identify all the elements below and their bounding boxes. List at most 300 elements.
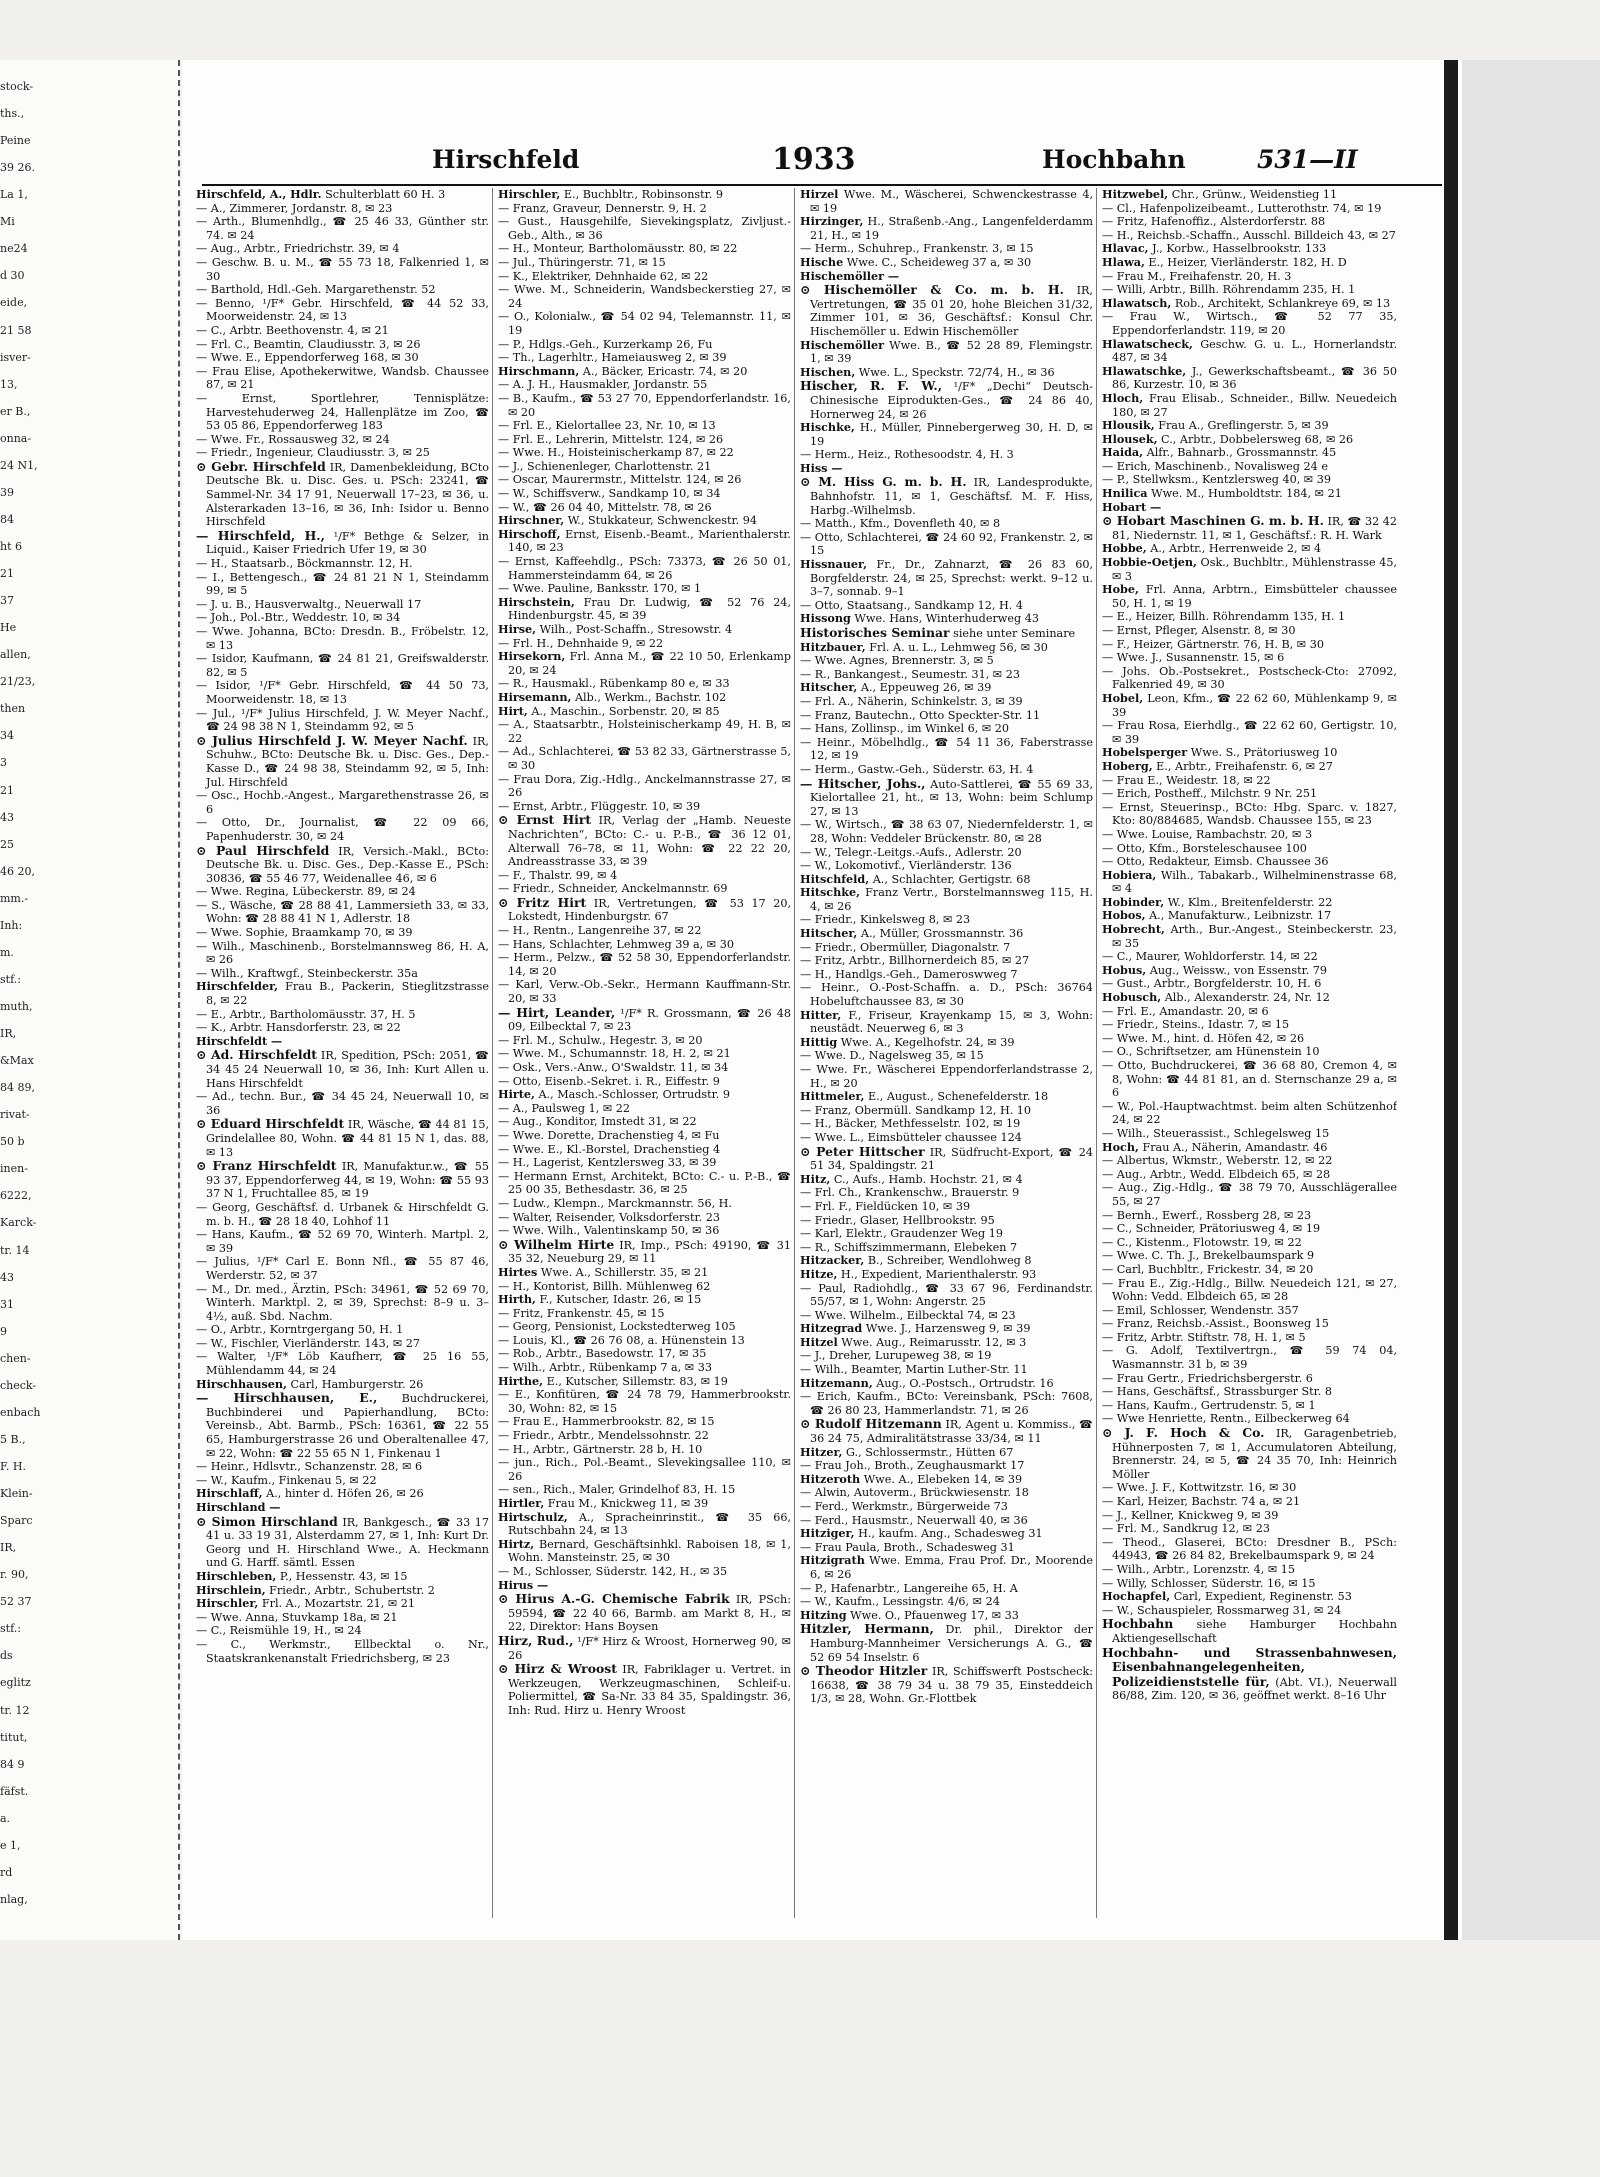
directory-entry	[196, 1501, 489, 1515]
directory-entry	[196, 789, 489, 816]
entry-details: — Willi, Arbtr., Billh. Röhrendamm 235, H. 1	[1102, 283, 1356, 297]
entry-details: — Frau E., Zig.-Hdlg., Billw. Neuedeich 121, ✉ 27, Wohn: Vedd. Elbdeich 65, ✉ 28	[1102, 1276, 1397, 1304]
directory-entry	[800, 968, 1093, 982]
entry-details: — J., Kellner, Knickweg 9, ✉ 39	[1102, 1508, 1279, 1522]
directory-entry	[1102, 896, 1397, 910]
entry-details: — M., Dr. med., Ärztin, PSch: 34961, ☎ 52 69 70, Winterh. Marktpl. 2, ✉ 39, Sprechst: 8–9 u. 3–4½, auß. Sbd. Nachm.	[196, 1282, 489, 1323]
directory-entry	[196, 1021, 489, 1035]
entry-details: Wwe. Emma, Frau Prof. Dr., Moorende 6, ✉ 26	[810, 1554, 1093, 1581]
directory-entry	[800, 1527, 1093, 1541]
margin-text-fragment: 43	[0, 810, 14, 824]
entry-firm-name: ⊙ Hirus A.-G. Chemische Fabrik	[498, 1591, 730, 1607]
directory-entry	[800, 1500, 1093, 1514]
entry-details: — Hans, Schlachter, Lehmweg 39 a, ✉ 30	[498, 937, 734, 951]
directory-entry	[800, 475, 1093, 517]
directory-entry	[800, 1377, 1093, 1391]
entry-details: A., hinter d. Höfen 26, ✉ 26	[266, 1487, 424, 1501]
header-year: 1933	[772, 142, 856, 177]
directory-entry	[498, 501, 791, 515]
entry-surname: Hirth,	[498, 1292, 536, 1307]
directory-entry	[800, 1473, 1093, 1487]
directory-entry	[498, 691, 791, 705]
entry-surname: Hloch,	[1102, 390, 1144, 405]
entry-surname: Hirschler,	[498, 188, 561, 201]
margin-text-fragment: m.	[0, 945, 14, 959]
entry-details: Wwe. Aug., Reimarusstr. 12, ✉ 3	[841, 1335, 1027, 1349]
directory-entry	[498, 582, 791, 596]
directory-entry	[498, 215, 791, 242]
directory-entry	[800, 366, 1093, 380]
directory-entry	[196, 885, 489, 899]
directory-entry	[800, 954, 1093, 968]
margin-text-fragment: 34	[0, 729, 14, 743]
entry-details: — M., Schlosser, Süderstr. 142, H., ✉ 35	[498, 1564, 728, 1578]
entry-details: B., Schreiber, Wendlohweg 8	[867, 1254, 1032, 1268]
entry-details: — Ad., Schlachterei, ☎ 53 82 33, Gärtnerstrasse 5, ✉ 30	[498, 745, 791, 772]
directory-entry	[1102, 1059, 1397, 1100]
directory-entry	[498, 1266, 791, 1280]
entry-details: — Frl. H., Dehnhaide 9, ✉ 22	[498, 636, 664, 650]
entry-firm-name: ⊙ Ernst Hirt	[498, 812, 592, 828]
margin-text-fragment: Mi	[0, 215, 15, 229]
entry-details: — Frl. E., Kielortallee 23, Nr. 10, ✉ 13	[498, 419, 716, 433]
entry-details: — Wwe. M., hint. d. Höfen 42, ✉ 26	[1102, 1031, 1305, 1045]
directory-entry	[498, 978, 791, 1005]
directory-entry	[800, 1349, 1093, 1363]
directory-entry	[196, 1283, 489, 1324]
directory-entry	[1102, 950, 1397, 964]
entry-surname: Hirschhausen,	[196, 1376, 287, 1391]
previous-page-edge	[0, 60, 180, 1940]
entry-details: — I., Bettengesch., ☎ 24 81 21 N 1, Steindamm 99, ✉ 5	[196, 570, 489, 598]
directory-entry	[800, 1322, 1093, 1336]
directory-entry	[1102, 392, 1397, 419]
directory-entry	[1102, 1317, 1397, 1331]
entry-details: — Otto, Staatsang., Sandkamp 12, H. 4	[800, 598, 1024, 612]
entry-details: — Louis, Kl., ☎ 26 76 08, a. Hünenstein 13	[498, 1333, 745, 1347]
entry-surname: Hirtler,	[498, 1496, 545, 1510]
entry-details: — G. Adolf, Textilvertrgn., ☎ 59 74 04, Wasmannstr. 31 b, ✉ 39	[1102, 1344, 1397, 1372]
directory-entry	[1102, 1168, 1397, 1182]
entry-firm-name: ⊙ Eduard Hirschfeldt	[196, 1116, 345, 1132]
page-number: 531—II	[1257, 145, 1358, 174]
entry-surname: Hirtschulz,	[498, 1509, 568, 1524]
margin-text-fragment: eglitz	[0, 1676, 31, 1690]
directory-entry	[196, 1638, 489, 1665]
entry-details: — B., Kaufm., ☎ 53 27 70, Eppendorferlandstr. 16, ✉ 20	[498, 391, 791, 419]
directory-entry	[800, 379, 1093, 421]
entry-surname: Hitscher,	[800, 680, 858, 695]
directory-entry	[498, 1388, 791, 1415]
directory-entry	[1102, 1222, 1397, 1236]
directory-entry	[800, 339, 1093, 366]
directory-entry	[498, 882, 791, 896]
entry-details: Geschw. G. u. L., Hornerlandstr. 487, ✉ 34	[1112, 337, 1397, 365]
entry-firm-name: ⊙ Rudolf Hitzemann	[800, 1416, 942, 1432]
margin-text-fragment: inen-	[0, 1162, 28, 1176]
entry-firm-name: ⊙ Theodor Hitzler	[800, 1663, 928, 1679]
entry-firm-name: — Hitscher, Johs.,	[800, 775, 926, 791]
entry-details: — H., Arbtr., Gärtnerstr. 28 b, H. 10	[498, 1442, 703, 1456]
directory-entry	[196, 980, 489, 1007]
directory-entry	[800, 1309, 1093, 1323]
entry-details: — O., Arbtr., Korntrgergang 50, H. 1	[196, 1323, 404, 1337]
entry-details: ¹/F* Bethge & Selzer, in Liquid., Kaiser Friedrich Ufer 19, ✉ 30	[206, 529, 489, 557]
entry-details: — sen., Rich., Maler, Grindelhof 83, H. 15	[498, 1483, 736, 1497]
entry-details: J., Korbw., Hasselbrookstr. 133	[1152, 242, 1327, 256]
entry-surname: Hitzeroth	[800, 1471, 861, 1486]
entry-surname: Hochapfel,	[1102, 1589, 1171, 1604]
directory-entry	[498, 378, 791, 392]
entry-surname: Hitziger,	[800, 1526, 855, 1541]
entry-details: Wwe. A., Kegelhofstr. 24, ✉ 39	[840, 1035, 1015, 1049]
entry-details: IR, Fabriklager u. Vertret. in Werkzeugen, Werkzeugmaschinen, Schleif-u. Poliermittel, ☎ Sa-Nr. 33 84 35, Spaldingstr. 36, Inh: Rud. Hirz u. Henry Wroost	[508, 1663, 791, 1717]
entry-details: Bernard, Geschäftsinhkl. Raboisen 18, ✉ 1, Wohn. Mansteinstr. 25, ✉ 30	[508, 1537, 791, 1565]
entry-surname: Hobe,	[1102, 582, 1139, 597]
directory-entry	[196, 242, 489, 256]
entry-details: — Isidor, ¹/F* Gebr. Hirschfeld, ☎ 44 50 73, Moorweidenstr. 18, ✉ 13	[196, 679, 489, 706]
entry-details: — J. u. B., Hausverwaltg., Neuerwall 17	[196, 597, 422, 611]
entry-details: — Hermann Ernst, Architekt, BCto: C.- u. P.-B., ☎ 25 00 35, Bethesdastr. 36, ✉ 25	[498, 1169, 791, 1197]
entry-details: — W., Schauspieler, Rossmarweg 31, ✉ 24	[1102, 1603, 1342, 1617]
entry-details: — Wwe. Wilh., Valentinskamp 50, ✉ 36	[498, 1224, 720, 1238]
directory-entry	[800, 873, 1093, 887]
entry-surname: Hoch,	[1102, 1139, 1139, 1154]
entry-details: — A., Staatsarbtr., Holsteinischerkamp 49, H. B, ✉ 22	[498, 718, 791, 745]
directory-entry	[1102, 1372, 1397, 1386]
entry-details: — Aug., Arbtr., Wedd. Elbdeich 65, ✉ 28	[1102, 1167, 1331, 1181]
directory-entry	[498, 351, 791, 365]
entry-details: IR, Landesprodukte, Bahnhofstr. 11, ✉ 1, Geschäftsf. M. F. Hiss, Harbg.-Wilhelmsb.	[810, 476, 1093, 517]
directory-entry	[498, 1129, 791, 1143]
entry-details: H., Müller, Pinnebergerweg 30, H. D, ✉ 19	[810, 421, 1093, 448]
entry-firm-name: Hirz, Rud.,	[498, 1632, 574, 1648]
entry-details: — Wwe. J., Susannenstr. 15, ✉ 6	[1102, 651, 1285, 665]
directory-entry	[196, 1460, 489, 1474]
directory-entry	[800, 1009, 1093, 1036]
entry-details: — Cl., Hafenpolizeibeamt., Lutterothstr. 74, ✉ 19	[1102, 201, 1382, 215]
directory-entry	[196, 679, 489, 706]
margin-text-fragment: 21 58	[0, 323, 32, 337]
entry-details: — Osc., Hochb.-Angest., Margarethenstrasse 26, ✉ 6	[196, 789, 489, 816]
entry-details: — Albertus, Wkmstr., Weberstr. 12, ✉ 22	[1102, 1154, 1333, 1168]
margin-text-fragment: 84 9	[0, 1757, 25, 1771]
directory-entry	[1102, 1127, 1397, 1141]
entry-details: Wilh., Post-Schaffn., Stresowstr. 4	[539, 623, 733, 636]
directory-entry	[498, 1061, 791, 1075]
entry-details: — Herm., Pelzw., ☎ 52 58 30, Eppendorferlandstr. 14, ✉ 20	[498, 951, 791, 978]
scan-binding-shadow	[1444, 60, 1458, 1940]
entry-details: — Th., Lagerhltr., Hameiausweg 2, ✉ 39	[498, 351, 727, 365]
margin-text-fragment: 3	[0, 756, 7, 770]
directory-entry	[196, 365, 489, 392]
entry-details: H., kaufm. Ang., Schadesweg 31	[858, 1527, 1043, 1541]
directory-entry	[196, 844, 489, 886]
entry-details: — Wwe. Regina, Lübeckerstr. 89, ✉ 24	[196, 885, 416, 899]
entry-details: — W., Schiffsverw., Sandkamp 10, ✉ 34	[498, 487, 721, 501]
entry-firm-name: ⊙ J. F. Hoch & Co.	[1102, 1425, 1265, 1441]
entry-surname: Hirt,	[498, 703, 528, 718]
entry-surname: Hirschleben,	[196, 1568, 277, 1583]
entry-details: — Isidor, Kaufmann, ☎ 24 81 21, Greifswalderstr. 82, ✉ 5	[196, 652, 489, 679]
directory-entry	[498, 460, 791, 474]
entry-details: — E., Arbtr., Bartholomäusstr. 37, H. 5	[196, 1007, 416, 1021]
entry-surname: Hirschfelder,	[196, 979, 279, 994]
entry-details: IR, ☎ 32 42 81, Niedernstr. 11, ✉ 1, Geschäftsf.: R. H. Wark	[1112, 515, 1397, 542]
directory-entry	[800, 215, 1093, 242]
directory-entry	[498, 446, 791, 460]
directory-entry	[1102, 828, 1397, 842]
margin-text-fragment: rivat-	[0, 1108, 30, 1122]
directory-entry	[1102, 310, 1397, 337]
entry-surname: Hirtz,	[498, 1536, 535, 1551]
directory-entry	[1102, 760, 1397, 774]
entry-details: Alb., Alexanderstr. 24, Nr. 12	[1164, 991, 1330, 1005]
directory-entry	[498, 1375, 791, 1389]
directory-entry	[196, 1515, 489, 1570]
directory-entry	[800, 462, 1093, 476]
directory-entry	[498, 338, 791, 352]
entry-details: — J., Dreher, Lurupeweg 38, ✉ 19	[800, 1349, 992, 1363]
directory-page	[182, 60, 1462, 1940]
entry-details: — Wwe. M., Schumannstr. 18, H. 2, ✉ 21	[498, 1047, 731, 1061]
margin-text-fragment: stf.:	[0, 972, 21, 986]
directory-entry	[800, 1241, 1093, 1255]
entry-details: — A. J. H., Hausmakler, Jordanstr. 55	[498, 378, 708, 392]
entry-details: — Wwe. D., Nagelsweg 35, ✉ 15	[800, 1049, 984, 1063]
entry-details: J., Gewerkschaftsbeamt., ☎ 36 50 86, Kurzestr. 10, ✉ 36	[1112, 364, 1397, 392]
directory-entry	[498, 433, 791, 447]
entry-surname: Hlawatsch,	[1102, 295, 1172, 310]
entry-details: — Geschw. B. u. M., ☎ 55 73 18, Falkenried 1, ✉ 30	[196, 255, 489, 283]
directory-entry	[1102, 869, 1397, 896]
entry-details: — Frau Paula, Broth., Schadesweg 31	[800, 1540, 1015, 1554]
entry-details: — Otto, Kfm., Borsteleschausee 100	[1102, 841, 1307, 855]
entry-details: — Friedr., Obermüller, Diagonalstr. 7	[800, 940, 1011, 954]
entry-details: IR, Bankgesch., ☎ 33 17 41 u. 33 19 31, Alsterdamm 27, ✉ 1, Inh: Kurt Dr. Georg und H. Hirschland Wwe., A. Heckmann und G. Harff. sämtl. Essen	[206, 1515, 489, 1570]
entry-surname: Hischke,	[800, 420, 855, 435]
entry-details: (Abt. VI.), Neuerwall 86/88, Zim. 120, ✉ 36, geöffnet werkt. 8–16 Uhr	[1112, 1675, 1397, 1703]
directory-entry	[1102, 1236, 1397, 1250]
directory-entry	[800, 846, 1093, 860]
entry-details: — Wwe. Anna, Stuvkamp 18a, ✉ 21	[196, 1610, 398, 1624]
entry-surname: Hitschke,	[800, 885, 860, 900]
entry-details: — E., Heizer, Billh. Röhrendamm 135, H. 1	[1102, 610, 1346, 624]
directory-entry	[800, 448, 1093, 462]
entry-details: Wwe. A., Schillerstr. 35, ✉ 21	[540, 1265, 709, 1279]
directory-entry	[1102, 909, 1397, 923]
entry-details: — Wwe. Wilhelm., Eilbecktal 74, ✉ 23	[800, 1308, 1016, 1322]
entry-details: — Bernh., Ewerf., Rossberg 28, ✉ 23	[1102, 1208, 1312, 1222]
directory-entry	[196, 1337, 489, 1351]
entry-details: — Otto, Schlachterei, ☎ 24 60 92, Frankenstr. 2, ✉ 15	[800, 530, 1093, 558]
directory-entry	[1102, 842, 1397, 856]
entry-details: — A., Paulsweg 1, ✉ 22	[498, 1101, 631, 1115]
entry-surname: Hitzer,	[800, 1444, 843, 1459]
directory-entry	[1102, 610, 1397, 624]
entry-details: — Wilh., Maschinenb., Borstelmannsweg 86, H. A, ✉ 26	[196, 939, 489, 967]
directory-entry	[1102, 1100, 1397, 1127]
directory-entry	[196, 188, 489, 202]
entry-details: — C., Reismühle 19, H., ✉ 24	[196, 1624, 362, 1638]
directory-entry	[800, 722, 1093, 736]
entry-surname: Hirschland —	[196, 1500, 281, 1514]
entry-surname: Hobart —	[1102, 499, 1162, 514]
entry-details: — Frl. Ch., Krankenschw., Brauerstr. 9	[800, 1186, 1020, 1200]
margin-text-fragment: 84 89,	[0, 1081, 35, 1095]
entry-details: — Frl. C., Beamtin, Claudiusstr. 3, ✉ 26	[196, 337, 421, 351]
directory-entry	[498, 637, 791, 651]
entry-details: Schulterblatt 60 H. 3	[325, 188, 446, 201]
directory-entry	[1102, 991, 1397, 1005]
entry-details: Alfr., Bahnarb., Grossmannstr. 45	[1146, 446, 1337, 460]
entry-firm-name: ⊙ Hirz & Wroost	[498, 1661, 617, 1677]
entry-details: — Franz, Reichsb.-Assist., Boonsweg 15	[1102, 1317, 1329, 1331]
entry-surname: Hlawatscheck,	[1102, 336, 1193, 351]
directory-entry	[196, 297, 489, 324]
entry-details: Frau A., Greflingerstr. 5, ✉ 39	[1158, 419, 1329, 433]
directory-entry	[800, 641, 1093, 655]
directory-entry	[1102, 1032, 1397, 1046]
entry-details: — Osk., Vers.-Anw., O'Swaldstr. 11, ✉ 34	[498, 1061, 729, 1074]
entry-surname: Hirschoff,	[498, 526, 561, 541]
margin-text-fragment: isver-	[0, 350, 31, 364]
entry-details: W., Stukkateur, Schwenckestr. 94	[567, 514, 758, 528]
entry-details: Frau B., Packerin, Stieglitzstrasse 8, ✉ 22	[206, 980, 489, 1008]
directory-entry	[1102, 583, 1397, 610]
entry-details: Rob., Architekt, Schlankreye 69, ✉ 13	[1174, 296, 1391, 310]
entry-surname: Hissnauer,	[800, 557, 868, 572]
directory-entry	[498, 1102, 791, 1116]
entry-surname: Hobel,	[1102, 690, 1144, 705]
directory-entry	[800, 1582, 1093, 1596]
entry-details: — Frl. A., Näherin, Schinkelstr. 3, ✉ 39	[800, 694, 1023, 708]
directory-entry	[1102, 719, 1397, 746]
directory-entry	[800, 626, 1093, 641]
margin-text-fragment: 46 20,	[0, 864, 35, 878]
margin-text-fragment: titut,	[0, 1730, 28, 1744]
entry-details: — Wwe. H., Hoisteinischerkamp 87, ✉ 22	[498, 446, 734, 460]
directory-entry	[800, 1363, 1093, 1377]
directory-entry	[1102, 1141, 1397, 1155]
entry-details: — Aug., Arbtr., Friedrichstr. 39, ✉ 4	[196, 242, 400, 256]
directory-entry	[1102, 365, 1397, 392]
entry-details: A., Masch.-Schlosser, Ortrudstr. 9	[538, 1088, 730, 1102]
margin-text-fragment: 21	[0, 567, 14, 581]
directory-entry	[800, 558, 1093, 599]
directory-entry	[1102, 1304, 1397, 1318]
directory-entry	[498, 1293, 791, 1307]
entry-firm-name: — Hirt, Leander,	[498, 1004, 616, 1020]
entry-details: H., Expedient, Marienthalerstr. 93	[840, 1267, 1037, 1281]
entry-details: ¹/F* R. Grossmann, ☎ 26 48 09, Eilbecktal 7, ✉ 23	[508, 1006, 791, 1034]
entry-details: — Hans, Zollinsp., im Winkel 6, ✉ 20	[800, 722, 1010, 736]
directory-entry	[498, 188, 791, 202]
directory-entry	[498, 1456, 791, 1483]
directory-entry	[498, 745, 791, 772]
directory-entry	[498, 487, 791, 501]
entry-firm-name: Hochbahn	[1102, 1616, 1174, 1632]
margin-text-fragment: 39 26.	[0, 161, 35, 175]
directory-entry	[800, 1459, 1093, 1473]
entry-details: — Aug., Konditor, Imstedt 31, ✉ 22	[498, 1115, 697, 1129]
entry-details: — Oscar, Maurermstr., Mittelstr. 124, ✉ 26	[498, 473, 742, 487]
directory-entry	[196, 625, 489, 652]
directory-entry	[1102, 242, 1397, 256]
entry-details: — Walter, Reisender, Volksdorferstr. 23	[498, 1210, 721, 1224]
directory-entry	[1102, 487, 1397, 501]
directory-entry	[1102, 1331, 1397, 1345]
directory-entry	[800, 188, 1093, 215]
entry-firm-name: ⊙ Franz Hirschfeldt	[196, 1158, 337, 1174]
entry-details: siehe Hamburger Hochbahn Aktiengesellschaft	[1112, 1618, 1397, 1645]
directory-entry	[498, 596, 791, 623]
margin-text-fragment: r. 90,	[0, 1568, 29, 1582]
entry-details: — Wwe. Johanna, BCto: Dresdn. B., Fröbelstr. 12, ✉ 13	[196, 625, 489, 652]
entry-details: A., Manufakturw., Leibnizstr. 17	[1149, 909, 1332, 923]
entry-surname: Hitscher,	[800, 926, 858, 941]
directory-entry	[800, 1554, 1093, 1581]
entry-details: A., Maschin., Sorbenstr. 20, ✉ 85	[531, 704, 720, 718]
directory-entry	[1102, 1181, 1397, 1208]
margin-text-fragment: e 1,	[0, 1838, 21, 1852]
entry-details: — Karl, Elektr., Graudenzer Weg 19	[800, 1227, 1003, 1241]
directory-entry	[800, 242, 1093, 256]
entry-surname: Hirschner,	[498, 513, 565, 528]
directory-entry	[800, 941, 1093, 955]
entry-details: — H., Kontorist, Billh. Mühlenweg 62	[498, 1279, 711, 1293]
entry-details: Wwe. B., ☎ 52 28 89, Flemingstr. 1, ✉ 39	[810, 338, 1093, 366]
directory-entry	[498, 1211, 791, 1225]
entry-details: — Georg, Geschäftsf. d. Urbanek & Hirschfeldt G. m. b. H., ☎ 28 18 40, Lohhof 11	[196, 1200, 489, 1228]
directory-entry	[498, 1115, 791, 1129]
entry-details: — Ernst, Steuerinsp., BCto: Hbg. Sparc. v. 1827, Kto: 80/884685, Wandsb. Chaussee 155, ✉ 23	[1102, 800, 1397, 828]
entry-details: — A., Zimmerer, Jordanstr. 8, ✉ 23	[196, 201, 393, 215]
entry-details: Frau M., Knickweg 11, ✉ 39	[547, 1497, 709, 1510]
column-divider	[794, 188, 795, 1918]
directory-entry	[196, 652, 489, 679]
entry-details: — Friedr., Steins., Idastr. 7, ✉ 15	[1102, 1018, 1290, 1032]
entry-surname: Hittmeler,	[800, 1089, 865, 1104]
entry-surname: Hitter,	[800, 1007, 842, 1022]
directory-entry	[1102, 1590, 1397, 1604]
directory-entry	[800, 1336, 1093, 1350]
entry-details: — R., Hausmakl., Rübenkamp 80 e, ✉ 33	[498, 677, 730, 691]
margin-text-fragment: ds	[0, 1649, 13, 1663]
entry-details: — Paul, Radiohdlg., ☎ 33 67 96, Ferdinandstr. 55/57, ✉ 1, Wohn: Angerstr. 25	[800, 1281, 1093, 1309]
entry-details: — Gust., Hausgehilfe, Sievekingsplatz, Zivljust.-Geb., Alth., ✉ 36	[498, 215, 791, 242]
entry-details: — Erich, Kaufm., BCto: Vereinsbank, PSch: 7608, ☎ 26 80 23, Hammerlandstr. 71, ✉ 26	[800, 1390, 1093, 1417]
entry-surname: Hitzel	[800, 1334, 838, 1349]
entry-details: F., Friseur, Krayenkamp 15, ✉ 3, Wohn: neustädt. Neuerweg 6, ✉ 3	[810, 1008, 1093, 1036]
directory-entry	[196, 926, 489, 940]
margin-text-fragment: 39	[0, 485, 14, 499]
entry-details: — Hans, Geschäftsf., Strassburger Str. 8	[1102, 1385, 1333, 1399]
directory-entry	[498, 1238, 791, 1266]
margin-text-fragment: 21	[0, 783, 14, 797]
directory-entry	[1102, 1481, 1397, 1495]
directory-entry	[1102, 1563, 1397, 1577]
entry-surname: Hirschfeldt —	[196, 1033, 283, 1048]
directory-entry	[1102, 1577, 1397, 1591]
column-divider	[492, 188, 493, 1918]
directory-entry	[1102, 1005, 1397, 1019]
directory-entry	[800, 681, 1093, 695]
entry-details: — Alwin, Autoverm., Brückwiesenstr. 18	[800, 1486, 1029, 1500]
directory-entry	[800, 709, 1093, 723]
margin-text-fragment: La 1,	[0, 188, 28, 202]
entry-details: C., Arbtr., Dobbelersweg 68, ✉ 26	[1161, 432, 1354, 446]
